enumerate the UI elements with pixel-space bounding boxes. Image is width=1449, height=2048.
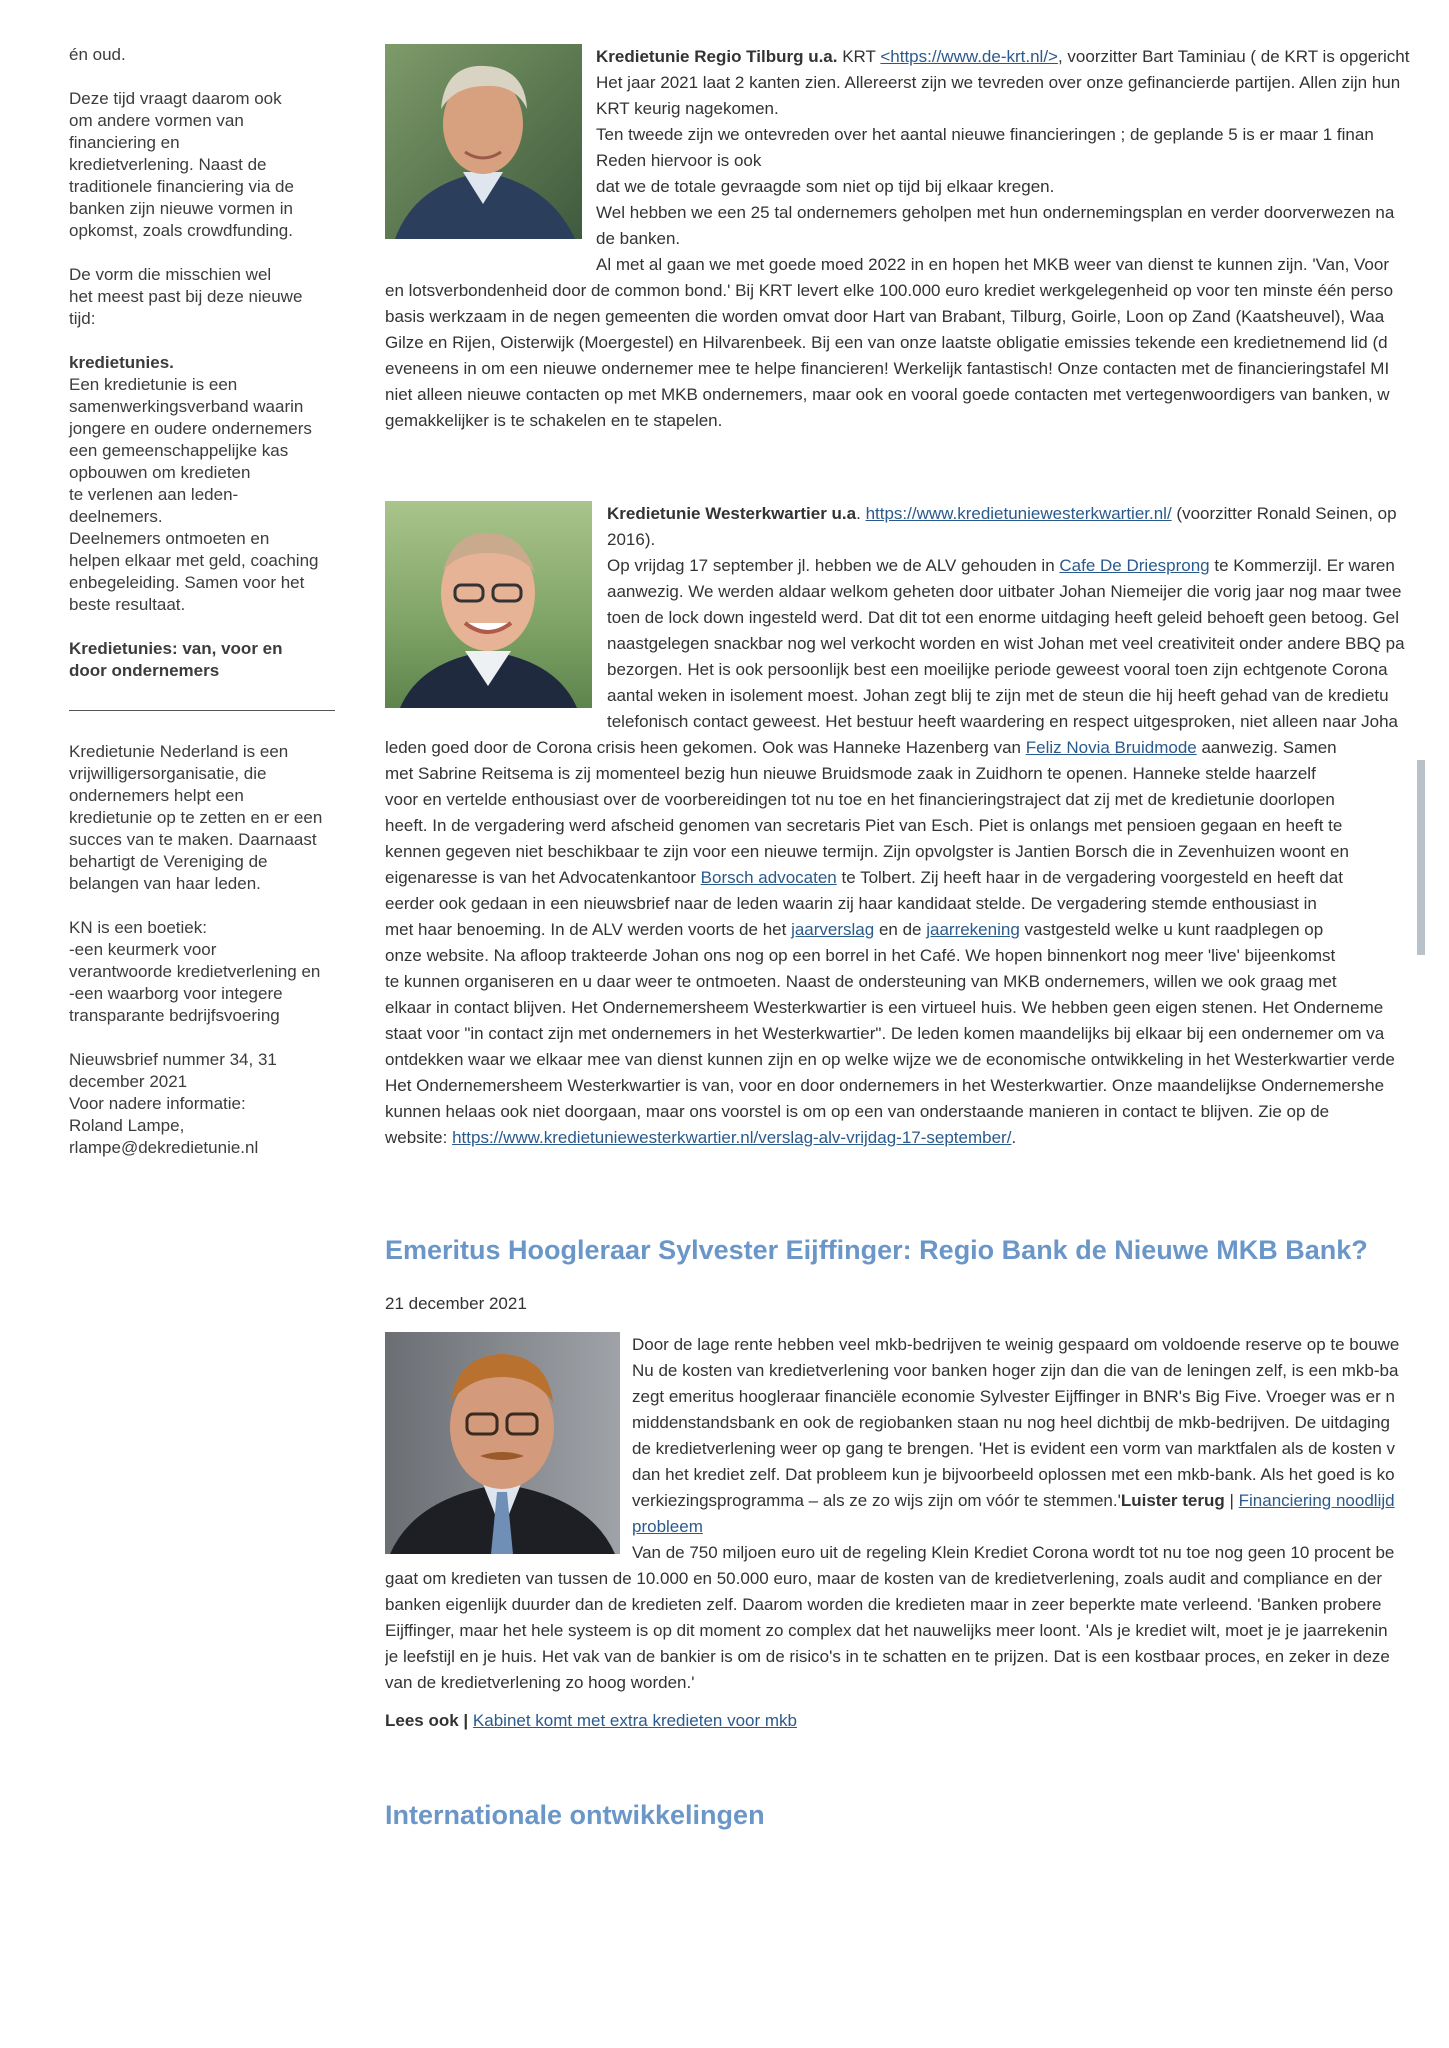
sidebar-line: helpen elkaar met geld, coaching — [69, 551, 319, 570]
kw-line-23: Het Ondernemersheem Westerkwartier is van, voor en door ondernemers in het Westerkwartier. Onze maandelijkse Ondernemershe — [385, 1076, 1385, 1095]
kw-line-15 — [385, 865, 1425, 891]
sidebar-line: een gemeenschappelijke kas — [69, 441, 289, 460]
sidebar-line: De vorm die misschien wel — [69, 265, 272, 284]
sidebar-line: financiering en — [69, 133, 180, 152]
eij-line-9: Van de 750 miljoen euro uit de regeling Klein Krediet Corona wordt tot nu toe nog geen 10 procent be — [632, 1543, 1395, 1562]
kw-indented-line-4: bezorgen. Het is ook persoonlijk best een moeilijke periode geweest vooral toen zijn echtgenote Corona — [607, 660, 1388, 679]
krt-full-line-2: basis werkzaam in de negen gemeenten die worden omvat door Hart van Brabant, Tilburg, Goirle, Loon op Zand (Kaatsheuvel), Waa — [385, 307, 1385, 326]
read-more-link[interactable]: Kabinet komt met extra kredieten voor mkb — [472, 1711, 798, 1730]
krt-indented-line-5: dat we de totale gevraagde som niet op tijd bij elkaar kregen. — [596, 177, 1055, 196]
sidebar-line: opbouwen om kredieten — [69, 463, 251, 482]
sidebar-line: opkomst, zoals crowdfunding. — [69, 221, 293, 240]
eij-indented-line-4: middenstandsbank en ook de regiobanken staan nu nog heel dichtbij de mkb-bedrijven. De uitdaging — [632, 1413, 1390, 1432]
eij-text: | — [1224, 1491, 1239, 1510]
kw-line-25 — [385, 1125, 1425, 1151]
kw-text: te Tolbert. Zij heeft haar in de vergadering voorgesteld en heeft dat — [836, 868, 1343, 887]
krt-indented-line-8: Al met al gaan we met goede moed 2022 in en hopen het MKB weer van dienst te kunnen zijn. 'Van, Voor — [596, 255, 1389, 274]
sidebar-line: KN is een boetiek: — [69, 918, 207, 937]
sidebar-para-3 — [69, 264, 337, 330]
sidebar-line: Kredietunie Nederland is een — [69, 742, 289, 761]
kw-text: website: — [385, 1128, 453, 1147]
sidebar-para-7 — [69, 917, 337, 1027]
eij-full-line-1: gaat om kredieten van tussen de 10.000 en 50.000 euro, maar de kosten van de kredietverlening, zoals audit and compliance en der — [385, 1569, 1383, 1588]
sidebar-line: Roland Lampe, — [69, 1116, 185, 1135]
sidebar-line: om andere vormen van — [69, 111, 244, 130]
cafe-de-driesprong-link[interactable]: Cafe De Driesprong — [1059, 556, 1210, 575]
borsch-advocaten-link[interactable]: Borsch advocaten — [700, 868, 837, 887]
sidebar-line: Deze tijd vraagt daarom ook — [69, 89, 282, 108]
krt-title: Kredietunie Regio Tilburg u.a. — [596, 47, 838, 66]
sidebar-line: behartigt de Vereniging de — [69, 852, 268, 871]
sidebar-line: ondernemers helpt een — [69, 786, 244, 805]
kw-line-20: elkaar in contact blijven. Het Ondernemersheem Westerkwartier is een virtueel huis. We hebben geen eigen stenen. Het Onderneme — [385, 998, 1384, 1017]
kw-line-22: ontdekken waar we elkaar mee van dienst kunnen zijn en op welke wijze we de economische ontwikkeling in het Westerkwartier verde — [385, 1050, 1395, 1069]
sidebar-line: samenwerkingsverband waarin — [69, 397, 304, 416]
sidebar — [69, 44, 337, 1181]
probleem-link[interactable]: probleem — [632, 1517, 703, 1536]
jaarverslag-link[interactable]: jaarverslag — [791, 920, 875, 939]
eij-full-line-5: van de kredietverlening zo hoog worden.' — [385, 1673, 695, 1692]
sidebar-line: Deelnemers ontmoeten en — [69, 529, 270, 548]
kw-text: Op vrijdag 17 september jl. hebben we de ALV gehouden in — [607, 556, 1060, 575]
kw-line-12: voor en vertelde enthousiast over de voorbereidingen tot nu toe en het financieringstraject dat zij met de kredietunie doorlopen — [385, 790, 1335, 809]
sidebar-line: vrijwilligersorganisatie, die — [69, 764, 267, 783]
eij-full-line-4: je leefstijl en je huis. Het vak van de bankier is om de risico's in te schatten en te prijzen. Dat is een kostbaar proces, en zeker in deze — [385, 1647, 1390, 1666]
kw-indented-block — [385, 579, 1425, 735]
cropped-image-edge — [1417, 760, 1425, 955]
kw-text: eigenaresse is van het Advocatenkantoor — [385, 868, 701, 887]
sidebar-para-1 — [69, 44, 337, 66]
eij-line-7 — [385, 1488, 1425, 1514]
sidebar-divider — [69, 710, 335, 711]
sidebar-line: banken zijn nieuwe vormen in — [69, 199, 293, 218]
sidebar-line: -een keurmerk voor — [69, 940, 217, 959]
eij-indented-line-6: dan het krediet zelf. Dat probleem kun je bijvoorbeeld oplossen met een mkb-bank. Als het goed is ko — [632, 1465, 1395, 1484]
sidebar-kredietunies-bold: kredietunies. — [69, 353, 174, 372]
krt-full-line-5: niet alleen nieuwe contacten op met MKB ondernemers, maar ook en vooral goede contacten met vertegenwoordigers van banken, w — [385, 385, 1390, 404]
sidebar-para-5 — [69, 638, 337, 682]
kw-text: te Kommerzijl. Er waren — [1209, 556, 1395, 575]
kw-line-24: kunnen helaas ook niet doorgaan, maar ons voorstel is om op een van onderstaande manieren in contact te blijven. Zie op de — [385, 1102, 1330, 1121]
kw-title: Kredietunie Westerkwartier u.a — [607, 504, 857, 523]
sidebar-line: Kredietunies: van, voor en — [69, 639, 283, 658]
kw-line-3 — [385, 553, 1425, 579]
kw-line-19: te kunnen organiseren en u daar weer te ontmoeten. Naast de ondersteuning van MKB ondernemers, willen we ook graag met — [385, 972, 1337, 991]
kw-line-13: heeft. In de vergadering werd afscheid genomen van secretaris Piet van Esch. Piet is onlangs met pensioen gegaan en heeft te — [385, 816, 1343, 835]
kw-line-2: 2016). — [607, 530, 656, 549]
article-westerkwartier — [385, 501, 1425, 1191]
krt-indented-line-3: Ten tweede zijn we ontevreden over het aantal nieuwe financieringen ; de geplande 5 is er maar 1 finan — [596, 125, 1374, 144]
jaarrekening-link[interactable]: jaarrekening — [926, 920, 1020, 939]
krt-text: , voorzitter Bart Taminiau ( de KRT is opgericht — [1057, 47, 1410, 66]
kw-line-14: kennen gegeven niet beschikbaar te zijn voor een nieuwe termijn. Zijn opvolgster is Jantien Borsch die in Zevenhuizen woont en — [385, 842, 1349, 861]
read-more-label: Lees ook | — [385, 1711, 469, 1730]
kw-indented-line-6: telefonisch contact geweest. Het bestuur heeft waardering en respect uitgesproken, niet alleen naar Joha — [607, 712, 1398, 731]
financiering-link[interactable]: Financiering noodlijd — [1238, 1491, 1395, 1510]
sidebar-line: december 2021 — [69, 1072, 188, 1091]
kw-indented-line-2: toen de lock down ingesteld werd. Dat dit tot een enorme uitdaging heeft geleid behoeft geen betoog. Gel — [607, 608, 1399, 627]
sidebar-para-2 — [69, 88, 337, 242]
sidebar-line: kredietunie op te zetten en er een — [69, 808, 323, 827]
krt-indented-line-7: de banken. — [596, 229, 681, 248]
kw-indented-line-3: naastgelegen snackbar nog wel verkocht worden en wist Johan met veel creativiteit onder andere BBQ pa — [607, 634, 1405, 653]
luister-terug-label: Luister terug — [1120, 1491, 1225, 1510]
krt-indented-line-6: Wel hebben we een 25 tal ondernemers geholpen met hun ondernemingsplan en verder doorverwezen na — [596, 203, 1395, 222]
kw-indented-line-1: aanwezig. We werden aldaar welkom geheten door uitbater Johan Niemeijer die vorig jaar nog maar twee — [607, 582, 1402, 601]
krt-website-link[interactable]: <https://www.de-krt.nl/> — [880, 47, 1058, 66]
krt-full-block — [385, 278, 1425, 434]
article-krt — [385, 44, 1425, 444]
sidebar-line: kredietverlening. Naast de — [69, 155, 267, 174]
sidebar-line: jongere en oudere ondernemers — [69, 419, 312, 438]
verslag-alv-link[interactable]: https://www.kredietuniewesterkwartier.nl/verslag-alv-vrijdag-17-september/ — [452, 1128, 1012, 1147]
kw-website-link[interactable]: https://www.kredietuniewesterkwartier.nl/ — [865, 504, 1172, 523]
krt-full-line-6: gemakkelijker is te schakelen en te stapelen. — [385, 411, 723, 430]
sidebar-para-4 — [69, 352, 337, 616]
article-heading-eijffinger[interactable]: Emeritus Hoogleraar Sylvester Eijffinger: Regio Bank de Nieuwe MKB Bank? — [385, 1235, 1368, 1265]
section-heading-internationaal: Internationale ontwikkelingen — [385, 1800, 765, 1830]
krt-full-line-1: en lotsverbondenheid door de common bond.' Bij KRT levert elke 100.000 euro krediet werkgelegenheid op voor ten minste één perso — [385, 281, 1394, 300]
feliz-novia-link[interactable]: Feliz Novia Bruidmode — [1025, 738, 1197, 757]
eij-text: verkiezingsprogramma – als ze zo wijs zijn om vóór te stemmen.' — [632, 1491, 1121, 1510]
sidebar-line: verantwoorde kredietverlening en — [69, 962, 321, 981]
eij-full-line-2: banken eigenlijk duurder dan de kredieten zelf. Daarom worden die kredieten maar in zeer beperkte mate verleend. 'Banken probere — [385, 1595, 1382, 1614]
eij-indented-block — [385, 1332, 1425, 1488]
kw-text: (voorzitter Ronald Seinen, op — [1171, 504, 1397, 523]
eij-indented-line-3: zegt emeritus hoogleraar financiële economie Sylvester Eijffinger in BNR's Big Five. Vroeger was er n — [632, 1387, 1395, 1406]
kw-line-1 — [385, 501, 1425, 527]
sidebar-para-8 — [69, 1049, 337, 1159]
krt-indented-block — [385, 70, 1425, 278]
read-more — [385, 1708, 797, 1734]
kw-line-21: staat voor "in contact zijn met ondernemers in het Westerkwartier". De leden komen maandelijks bij elkaar bij een ondernemer om va — [385, 1024, 1385, 1043]
krt-full-line-4: eveneens in om een nieuwe ondernemer mee te helpe financieren! Werkelijk fantastisch! Onze contacten met de financieringstafel MI — [385, 359, 1390, 378]
sidebar-line: én oud. — [69, 45, 126, 64]
krt-full-line-3: Gilze en Rijen, Oisterwijk (Moergestel) en Hilvarenbeek. Bij een van onze laatste obligatie emissies tekende een kredietnemend lid (d — [385, 333, 1388, 352]
kw-text: . — [1011, 1128, 1017, 1147]
krt-indented-line-4: Reden hiervoor is ook — [596, 151, 762, 170]
sidebar-line: rlampe@dekredietunie.nl — [69, 1138, 259, 1157]
eij-full-line-3: Eijffinger, maar het hele systeem is op dit moment zo complex dat het nauwelijks meer loont. 'Als je krediet wilt, moet je je jaarrekenin — [385, 1621, 1388, 1640]
krt-line-1 — [385, 44, 1425, 70]
eij-indented-line-2: Nu de kosten van kredietverlening voor banken hoger zijn dan die van de leningen zelf, is een mkb-ba — [632, 1361, 1399, 1380]
kw-line-10 — [385, 735, 1425, 761]
kw-text: aanwezig. Samen — [1196, 738, 1337, 757]
sidebar-para-6 — [69, 741, 337, 895]
krt-text: KRT — [837, 47, 881, 66]
sidebar-line: Voor nadere informatie: — [69, 1094, 246, 1113]
sidebar-line: het meest past bij deze nieuwe — [69, 287, 303, 306]
kw-text: met haar benoeming. In de ALV werden voorts de het — [385, 920, 792, 939]
kw-indented-line-5: aantal weken in isolement moest. Johan zegt blij te zijn met de steun die hij heeft gehad van de kredietu — [607, 686, 1389, 705]
article-eijffinger — [385, 1332, 1425, 1752]
sidebar-line: traditionele financiering via de — [69, 177, 294, 196]
kw-text: en de — [874, 920, 927, 939]
eij-line-8 — [385, 1514, 1425, 1540]
krt-indented-line-1: Het jaar 2021 laat 2 kanten zien. Allereerst zijn we tevreden over onze gefinancierde partijen. Allen zijn hun — [596, 73, 1401, 92]
sidebar-line: succes van te maken. Daarnaast — [69, 830, 317, 849]
eij-full-block — [385, 1566, 1425, 1696]
eij-indented-line-5: de kredietverlening weer op gang te brengen. 'Het is evident een vorm van marktfalen als de kosten v — [632, 1439, 1396, 1458]
eij-indented-line-1: Door de lage rente hebben veel mkb-bedrijven te weinig gespaard om voldoende reserve op te bouwe — [632, 1335, 1400, 1354]
sidebar-line: te verlenen aan leden- — [69, 485, 239, 504]
sidebar-line: belangen van haar leden. — [69, 874, 261, 893]
article-date: 21 december 2021 — [385, 1294, 527, 1313]
sidebar-line: deelnemers. — [69, 507, 163, 526]
sidebar-line: transparante bedrijfsvoering — [69, 1006, 280, 1025]
kw-line-16: eerder ook gedaan in een nieuwsbrief naar de leden waarin zij haar kandidaat stelde. De vergadering stemde enthousiast in — [385, 894, 1317, 913]
sidebar-line: Een kredietunie is een — [69, 375, 238, 394]
kw-line-11: met Sabrine Reitsema is zij momenteel bezig hun nieuwe Bruidsmode zaak in Zuidhorn te openen. Hanneke stelde haarzelf — [385, 764, 1316, 783]
sidebar-line: -een waarborg voor integere — [69, 984, 283, 1003]
sidebar-line: enbegeleiding. Samen voor het — [69, 573, 305, 592]
sidebar-line: door ondernemers — [69, 661, 220, 680]
kw-text: . — [856, 504, 866, 523]
sidebar-line: beste resultaat. — [69, 595, 186, 614]
kw-line-18: onze website. Na afloop trakteerde Johan ons nog op een borrel in het Café. We hopen binnenkort nog meer 'live' bijeenkomst — [385, 946, 1336, 965]
krt-indented-line-2: KRT keurig nagekomen. — [596, 99, 779, 118]
sidebar-line: tijd: — [69, 309, 96, 328]
sidebar-line: Nieuwsbrief nummer 34, 31 — [69, 1050, 277, 1069]
kw-text: vastgesteld welke u kunt raadplegen op — [1019, 920, 1324, 939]
kw-line-17 — [385, 917, 1425, 943]
kw-text: leden goed door de Corona crisis heen gekomen. Ook was Hanneke Hazenberg van — [385, 738, 1026, 757]
